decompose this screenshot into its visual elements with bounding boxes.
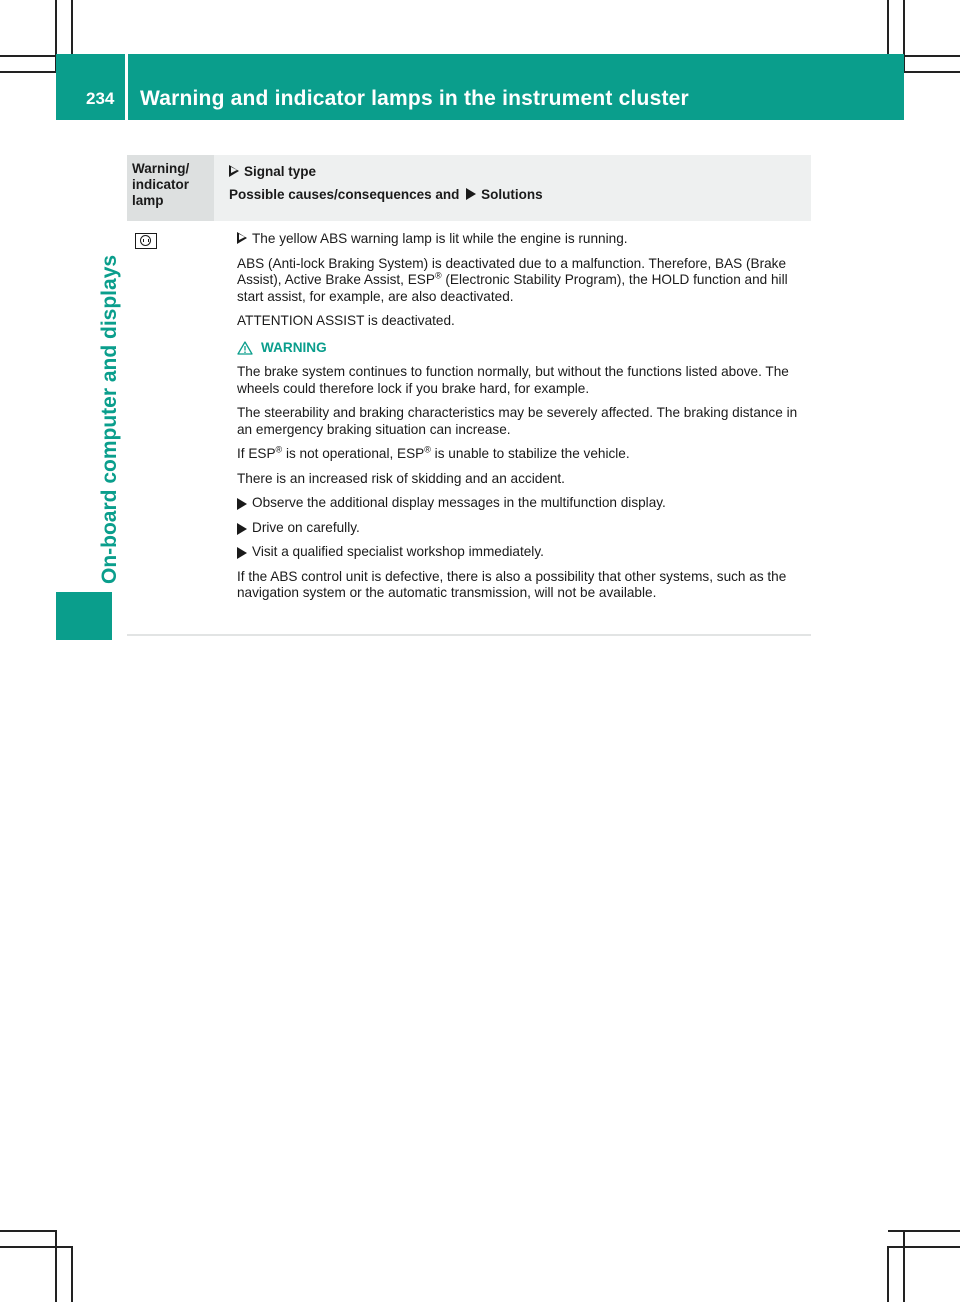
signal-type-icon [229,165,239,177]
header-signal-line [229,164,811,180]
page-title: Warning and indicator lamps in the instrument cluster [140,87,689,110]
table-bottom-rule [127,634,811,636]
table-row-description [237,231,811,610]
header-solutions: Solutions [481,187,543,202]
solution-arrow-icon [466,188,476,200]
crop-mark [0,71,56,73]
table-header-lamp [127,155,214,221]
solution-arrow-icon [237,547,247,559]
header-causes: Possible causes/consequences and [229,187,464,202]
page-number: 234 [86,89,115,108]
crop-mark [71,1246,73,1302]
crop-mark [887,1246,889,1302]
header-divider [125,54,128,120]
signal-description: The yellow ABS warning lamp is lit while the engine is running. [237,231,811,248]
crop-mark [888,1246,960,1248]
warning-text-3: If ESP® is not operational, ESP® is unable to stabilize the vehicle. [237,444,630,461]
crop-mark [55,1230,57,1302]
signal-type-icon [237,232,247,244]
attention-assist-paragraph: ATTENTION ASSIST is deactivated. [237,313,455,328]
solution-step-2: Drive on carefully. [237,520,811,537]
cause-paragraph: ABS (Anti-lock Braking System) is deactivated due to a malfunction. Therefore, BAS (Brake Assist), Active Brake Assist, ESP® (Electronic Stability Program), the HOLD function and hill start assist, for example, are also deactivated. [237,255,788,304]
header-causes-line [229,187,811,203]
warning-heading: WARNING [237,340,811,357]
crop-mark [903,1230,905,1302]
solution-arrow-icon [237,498,247,510]
crop-mark [904,71,960,73]
chapter-side-block [56,592,112,640]
header-lamp-label: Warning/ indicator lamp [132,161,190,208]
crop-mark [0,1230,56,1232]
chapter-side-label: On-board computer and displays [98,254,121,584]
solution-arrow-icon [237,523,247,535]
warning-text-2: The steerability and braking characteristics may be severely affected. The braking distance in an emergency braking situation can increase. [237,405,798,437]
header-signal-type: Signal type [244,164,317,179]
crop-mark [904,55,960,57]
warning-text-1: The brake system continues to function normally, but without the functions listed above. The wheels could therefore lock if you brake hard, for example. [237,364,789,396]
crop-mark [888,1230,960,1232]
solution-step-1: Observe the additional display messages in the multifunction display. [237,495,811,512]
table-header-signal [214,155,811,221]
solution-step-3: Visit a qualified specialist workshop immediately. [237,544,811,561]
crop-mark [0,1246,72,1248]
final-note: If the ABS control unit is defective, there is also a possibility that other systems, such as the navigation system or the automatic transmission, will not be available. [237,568,787,600]
abs-warning-lamp-icon [135,233,157,249]
warning-triangle-icon [237,341,253,355]
warning-text-4: There is an increased risk of skidding and an accident. [237,470,565,486]
